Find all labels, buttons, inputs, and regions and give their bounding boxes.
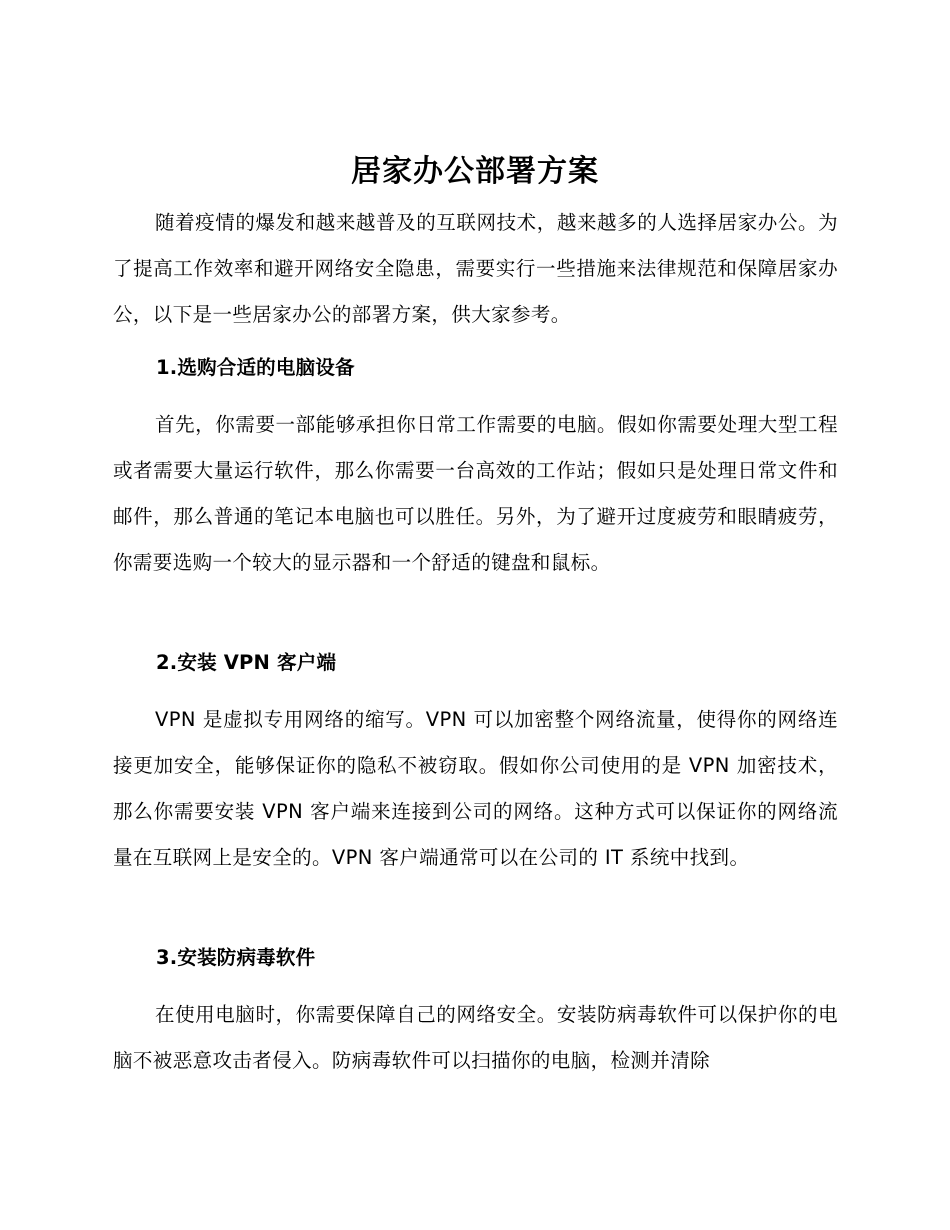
- document-title: 居家办公部署方案: [351, 154, 599, 189]
- section-heading-1: 1.选购合适的电脑设备: [156, 356, 355, 379]
- section-heading-3: 3.安装防病毒软件: [156, 946, 316, 969]
- intro-paragraph: 随着疫情的爆发和越来越普及的互联网技术，越来越多的人选择居家办公。为了提高工作效率和避开网络安全隐患，需要实行一些措施来法律规范和保障居家办公，以下是一些居家办公的部署方案，供大家参考。: [113, 211, 838, 326]
- section-body-1: 首先，你需要一部能够承担你日常工作需要的电脑。假如你需要处理大型工程或者需要大量运行软件，那么你需要一台高效的工作站；假如只是处理日常文件和邮件，那么普通的笔记本电脑也可以胜任。另外，为了避开过度疲劳和眼睛疲劳，你需要选购一个较大的显示器和一个舒适的键盘和鼠标。: [113, 413, 838, 574]
- section-body-2: VPN 是虚拟专用网络的缩写。VPN 可以加密整个网络流量，使得你的网络连接更加安全，能够保证你的隐私不被窃取。假如你公司使用的是 VPN 加密技术，那么你需要安装 VPN 客户端来连接到公司的网络。这种方式可以保证你的网络流量在互联网上是安全的。VPN 客户端通常可以在公司的 IT 系统中找到。: [113, 708, 838, 869]
- section-body-3: 在使用电脑时，你需要保障自己的网络安全。安装防病毒软件可以保护你的电脑不被恶意攻击者侵入。防病毒软件可以扫描你的电脑，检测并清除: [113, 1003, 838, 1072]
- section-heading-2: 2.安装 VPN 客户端: [156, 651, 337, 674]
